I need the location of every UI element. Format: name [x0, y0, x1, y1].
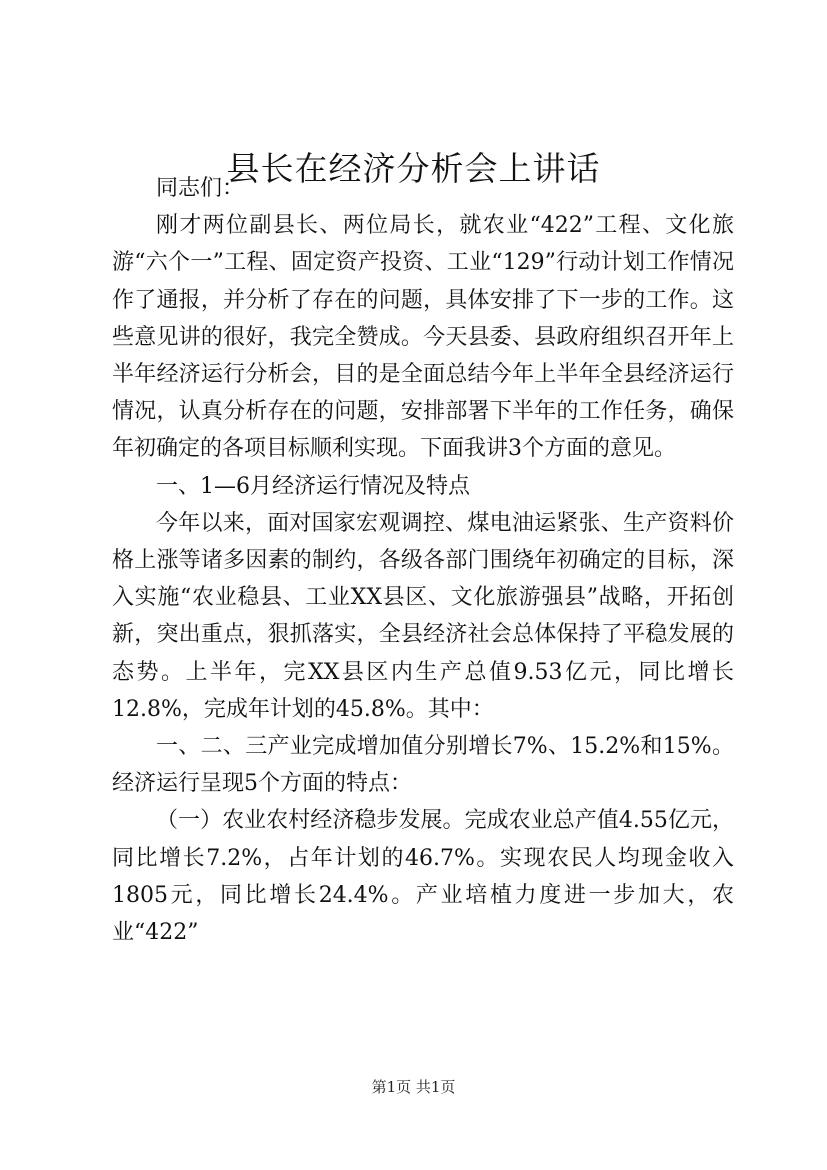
- section-heading-1: 一、1—6月经济运行情况及特点: [156, 473, 470, 499]
- paragraph-industries: 一、二、三产业完成增加值分别增长7%、15.2%和15%。经济运行呈现5个方面的特点：: [112, 734, 734, 797]
- salutation: 同志们：: [156, 176, 245, 201]
- paragraph-agriculture: （一）农业农村经济稳步发展。完成农业总产值4.55亿元，同比增长7.2%，占年计划的46.7%。实现农民人均现金收入1805元，同比增长24.4%。产业培植力度进一步加大，农业“422”: [112, 808, 734, 946]
- document-body: [112, 170, 734, 951]
- paragraph-intro: 刚才两位副县长、两位局长，就农业“422”工程、文化旅游“六个一”工程、固定资产投资、工业“129”行动计划工作情况作了通报，并分析了存在的问题，具体安排了下一步的工作。这些意见讲的很好，我完全赞成。今天县委、县政府组织召开年上半年经济运行分析会，目的是全面总结今年上半年全县经济运行情况，认真分析存在的问题，安排部署下半年的工作任务，确保年初确定的各项目标顺利实现。下面我讲3个方面的意见。: [112, 213, 734, 462]
- document-title: 县长在经济分析会上讲话: [226, 149, 601, 188]
- page-footer: 第1页 共1页: [371, 1078, 456, 1096]
- paragraph-overview: 今年以来，面对国家宏观调控、煤电油运紧张、生产资料价格上涨等诸多因素的制约，各级各部门围绕年初确定的目标，深入实施“农业稳县、工业XX县区、文化旅游强县”战略，开拓创新，突出重点，狠抓落实，全县经济社会总体保持了平稳发展的态势。上半年，完XX县区内生产总值9.53亿元，同比增长12.8%，完成年计划的45.8%。其中：: [112, 510, 734, 722]
